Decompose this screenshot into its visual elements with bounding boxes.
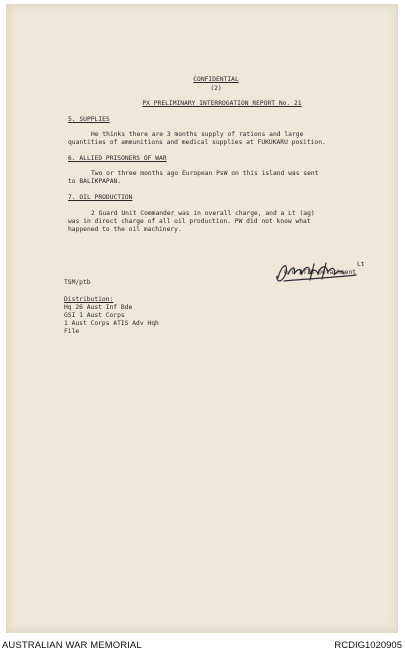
section-text-line: He thinks there are 3 months supply of rations and large (91, 131, 304, 138)
section-text-line: to BALIKPAPAN. (68, 178, 122, 185)
distribution-label: Distribution: (64, 296, 114, 303)
page-number: (2) (210, 85, 222, 92)
distribution-item: File (64, 328, 80, 335)
section-heading: 7. OIL PRODUCTION (68, 194, 133, 201)
distribution-item: Hq 26 Aust Inf Bde (64, 304, 133, 311)
document-page (6, 4, 398, 633)
typist-reference: TSM/ptb (64, 279, 91, 286)
section-text-line: quantities of ammunitions and medical supplies at FUKUKARU position. (68, 139, 326, 146)
section-text-line: Two or three months ago European PsW on this island was sent (91, 170, 319, 177)
classification-heading: CONFIDENTIAL (193, 76, 239, 83)
section-text-line: happened to the oil machinery. (68, 226, 182, 233)
report-title: PX PRELIMINARY INTERROGATION REPORT No. 21 (142, 100, 302, 107)
archive-reference-id: RCDIG1020905 (334, 640, 402, 651)
archive-footer (0, 637, 405, 653)
section-heading: 5. SUPPLIES (68, 116, 110, 123)
section-text-line: 2 Guard Unit Commander was in overall charge, and a Lt (ag) (91, 210, 315, 217)
signature-rank: Lt (357, 261, 365, 268)
archive-name: AUSTRALIAN WAR MEMORIAL (2, 640, 142, 651)
section-text-line: was in direct charge of all oil production. PW did not know what (68, 218, 311, 225)
signature-unit: O/C ATIS Detachment (284, 269, 357, 276)
section-heading: 6. ALLIED PRISONERS OF WAR (68, 155, 167, 162)
distribution-item: GSI 1 Aust Corps (64, 312, 125, 319)
distribution-item: 1 Aust Corps ATIS Adv Hqh (64, 320, 159, 327)
